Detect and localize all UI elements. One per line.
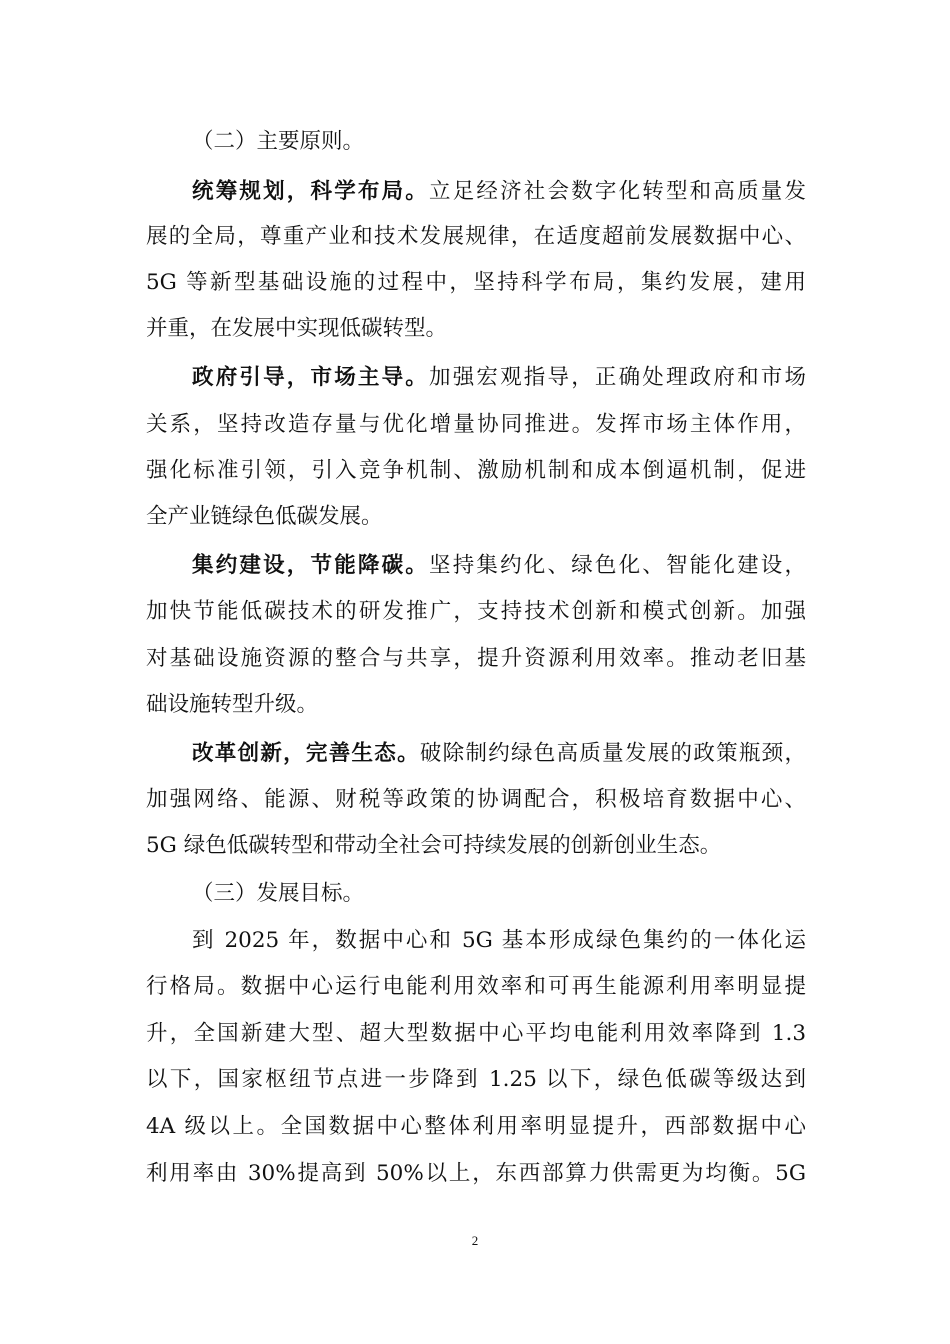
paragraph-line: 加快节能低碳技术的研发推广，支持技术创新和模式创新。加强 bbox=[146, 599, 806, 624]
paragraph-line: 利用率由 30%提高到 50%以上，东西部算力供需更为均衡。5G bbox=[146, 1161, 806, 1186]
section-heading-goals: （三）发展目标。 bbox=[192, 881, 365, 906]
paragraph-line: 5G 等新型基础设施的过程中，坚持科学布局，集约发展，建用 bbox=[146, 270, 806, 295]
paragraph-line bbox=[192, 358, 806, 398]
paragraph-line: 强化标准引领，引入竞争机制、激励机制和成本倒逼机制，促进 bbox=[146, 458, 806, 483]
paragraph-line bbox=[192, 734, 806, 774]
principle-title: 统筹规划，科学布局。 bbox=[192, 179, 429, 204]
paragraph-line: 础设施转型升级。 bbox=[146, 692, 319, 717]
paragraph-line: 4A 级以上。全国数据中心整体利用率明显提升，西部数据中心 bbox=[146, 1114, 806, 1139]
principle-text: 立足经济社会数字化转型和高质量发 bbox=[429, 179, 806, 204]
paragraph-line: 并重，在发展中实现低碳转型。 bbox=[146, 316, 448, 341]
principle-title: 改革创新，完善生态。 bbox=[192, 741, 420, 766]
paragraph-line bbox=[192, 546, 806, 586]
principle-title: 政府引导，市场主导。 bbox=[192, 365, 429, 390]
principle-text: 坚持集约化、绿色化、智能化建设， bbox=[429, 553, 806, 578]
paragraph-line: 5G 绿色低碳转型和带动全社会可持续发展的创新创业生态。 bbox=[146, 833, 722, 858]
paragraph-line: 全产业链绿色低碳发展。 bbox=[146, 504, 383, 529]
paragraph-line: 加强网络、能源、财税等政策的协调配合，积极培育数据中心、 bbox=[146, 787, 806, 812]
paragraph-line bbox=[192, 172, 806, 212]
paragraph-line: 升，全国新建大型、超大型数据中心平均电能利用效率降到 1.3 bbox=[146, 1021, 806, 1046]
page-number: 2 bbox=[471, 1233, 479, 1248]
principle-text: 加强宏观指导，正确处理政府和市场 bbox=[429, 365, 806, 390]
paragraph-line: 展的全局，尊重产业和技术发展规律，在适度超前发展数据中心、 bbox=[146, 224, 806, 249]
principle-text: 破除制约绿色高质量发展的政策瓶颈， bbox=[419, 741, 806, 766]
paragraph-line: 对基础设施资源的整合与共享，提升资源利用效率。推动老旧基 bbox=[146, 646, 806, 671]
section-heading-principles: （二）主要原则。 bbox=[192, 129, 365, 154]
principle-title: 集约建设，节能降碳。 bbox=[192, 553, 429, 578]
paragraph-line: 行格局。数据中心运行电能利用效率和可再生能源利用率明显提 bbox=[146, 974, 806, 999]
paragraph-line: 以下，国家枢纽节点进一步降到 1.25 以下，绿色低碳等级达到 bbox=[146, 1067, 806, 1092]
paragraph-line: 到 2025 年，数据中心和 5G 基本形成绿色集约的一体化运 bbox=[192, 928, 806, 953]
paragraph-line: 关系，坚持改造存量与优化增量协同推进。发挥市场主体作用， bbox=[146, 412, 806, 437]
